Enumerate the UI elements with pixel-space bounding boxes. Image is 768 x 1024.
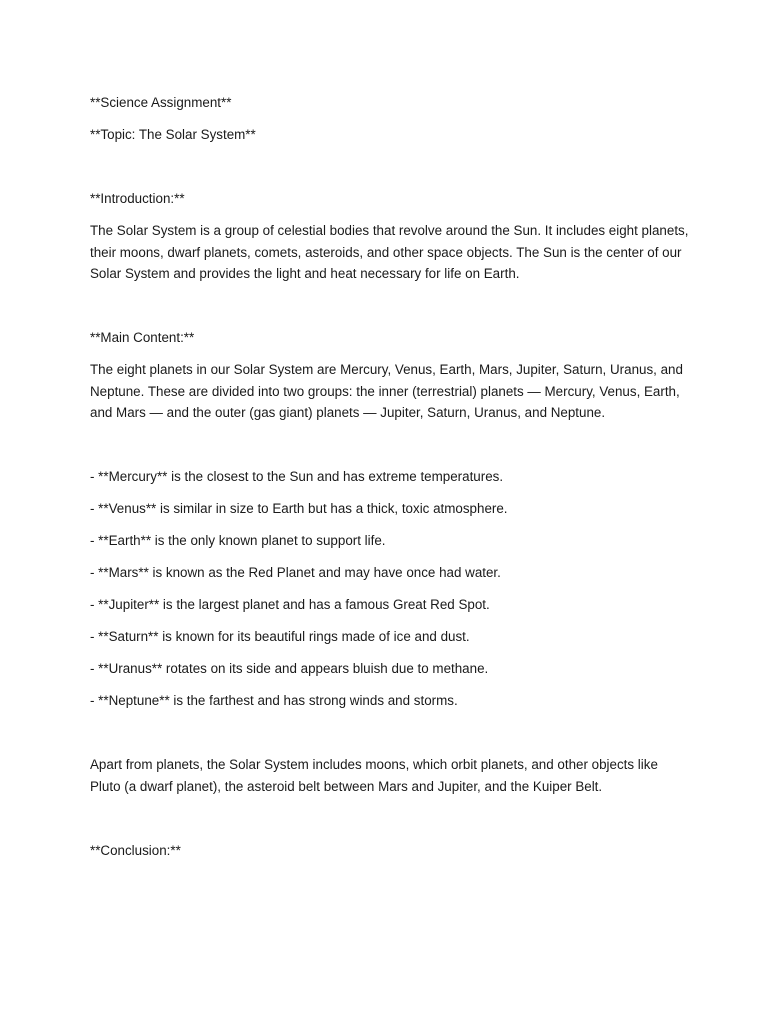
main-content-heading: **Main Content:** — [90, 330, 195, 346]
topic-line: **Topic: The Solar System** — [90, 126, 256, 142]
planet-item-neptune: - **Neptune** is the farthest and has strong winds and storms. — [90, 693, 458, 709]
planet-item-venus: - **Venus** is similar in size to Earth but has a thick, toxic atmosphere. — [90, 501, 508, 517]
introduction-paragraph: The Solar System is a group of celestial bodies that revolve around the Sun. It includes eight planets, their moons, dwarf planets, comets, asteroids, and other space objects. The Sun is the center of our Solar System and provides the light and heat necessary for life on Earth. — [90, 222, 689, 282]
introduction-heading: **Introduction:** — [90, 190, 185, 206]
conclusion-heading: **Conclusion:** — [90, 842, 181, 858]
assignment-title: **Science Assignment** — [90, 95, 232, 110]
main-content-paragraph: The eight planets in our Solar System are Mercury, Venus, Earth, Mars, Jupiter, Saturn, Uranus, and Neptune. These are divided into two groups: the inner (terrestrial) planets — Mercury, Venus, Earth, and Mars — and the outer (gas giant) planets — Jupiter, Saturn, Uranus, and Neptune. — [90, 362, 683, 421]
planet-item-uranus: - **Uranus** rotates on its side and appears bluish due to methane. — [90, 661, 489, 677]
planet-item-mars: - **Mars** is known as the Red Planet and may have once had water. — [90, 565, 501, 581]
planet-item-jupiter: - **Jupiter** is the largest planet and has a famous Great Red Spot. — [90, 597, 490, 613]
other-objects-paragraph: Apart from planets, the Solar System includes moons, which orbit planets, and other objects like Pluto (a dwarf planet), the asteroid belt between Mars and Jupiter, and the Kuiper Belt. — [90, 757, 658, 794]
planet-list — [90, 466, 690, 711]
planet-item-mercury: - **Mercury** is the closest to the Sun and has extreme temperatures. — [90, 469, 504, 485]
planet-item-saturn: - **Saturn** is known for its beautiful rings made of ice and dust. — [90, 629, 470, 645]
document-body — [90, 92, 690, 861]
planet-item-earth: - **Earth** is the only known planet to support life. — [90, 533, 386, 549]
